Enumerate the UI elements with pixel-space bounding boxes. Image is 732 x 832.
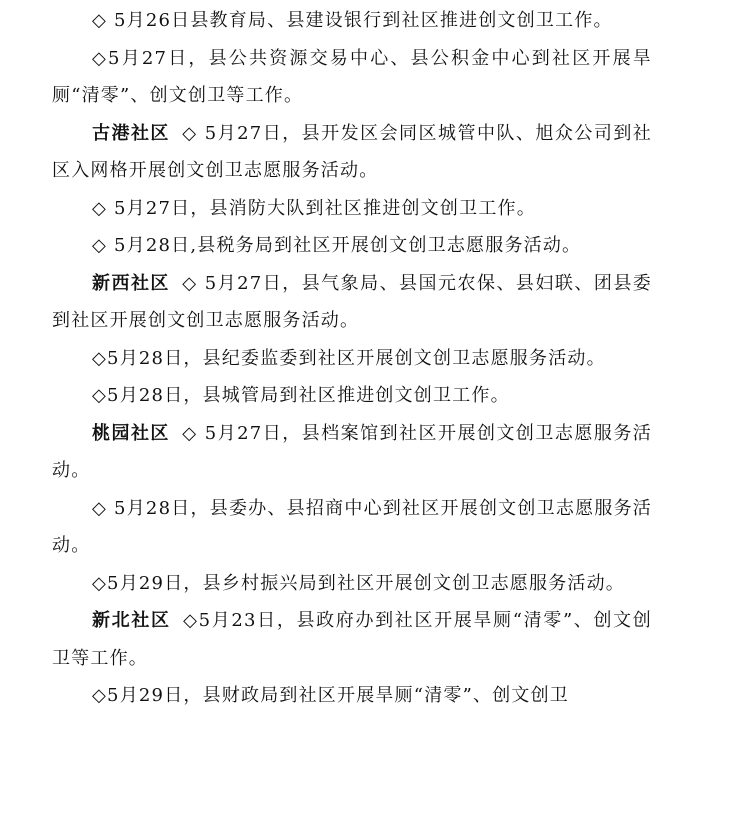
paragraph-7-text: ◇5月28日，县纪委监委到社区开展创文创卫志愿服务活动。 bbox=[92, 347, 606, 369]
paragraph-2-text: ◇5月27日，县公共资源交易中心、县公积金中心到社区开展旱厕“清零”、创文创卫等工作。 bbox=[52, 47, 652, 106]
paragraph-11 bbox=[52, 565, 652, 603]
paragraph-10-text: ◇ 5月28日，县委办、县招商中心到社区开展创文创卫志愿服务活动。 bbox=[52, 497, 652, 556]
paragraph-8-text: ◇5月28日，县城管局到社区推进创文创卫工作。 bbox=[92, 385, 510, 406]
community-name-taoyuan: 桃园社区 bbox=[92, 422, 170, 444]
paragraph-9-text: ◇ 5月27日，县档案馆到社区开展创文创卫志愿服务活动。 bbox=[52, 422, 652, 481]
paragraph-1 bbox=[52, 2, 652, 40]
paragraph-5 bbox=[52, 227, 652, 265]
paragraph-7 bbox=[52, 340, 652, 378]
paragraph-8 bbox=[52, 377, 652, 415]
paragraph-6 bbox=[52, 265, 652, 340]
paragraph-2 bbox=[52, 40, 652, 115]
paragraph-12 bbox=[52, 602, 652, 677]
paragraph-5-text: ◇ 5月28日,县税务局到社区开展创文创卫志愿服务活动。 bbox=[92, 235, 582, 256]
paragraph-12-text: ◇5月23日，县政府办到社区开展旱厕“清零”、创文创卫等工作。 bbox=[52, 610, 652, 669]
paragraph-3 bbox=[52, 115, 652, 190]
community-name-xinbei: 新北社区 bbox=[92, 610, 171, 631]
paragraph-13-text: ◇5月29日，县财政局到社区开展旱厕“清零”、创文创卫 bbox=[92, 685, 570, 706]
community-name-xinxi: 新西社区 bbox=[92, 272, 170, 294]
paragraph-4-text: ◇ 5月27日，县消防大队到社区推进创文创卫工作。 bbox=[92, 197, 536, 219]
document-body bbox=[52, 2, 652, 715]
paragraph-11-text: ◇5月29日，县乡村振兴局到社区开展创文创卫志愿服务活动。 bbox=[92, 572, 625, 594]
paragraph-10 bbox=[52, 490, 652, 565]
paragraph-6-text: ◇ 5月27日，县气象局、县国元农保、县妇联、团县委到社区开展创文创卫志愿服务活动。 bbox=[52, 272, 652, 331]
paragraph-9 bbox=[52, 415, 652, 490]
community-name-gugang: 古港社区 bbox=[92, 122, 170, 144]
paragraph-1-text: ◇ 5月26日县教育局、县建设银行到社区推进创文创卫工作。 bbox=[92, 10, 613, 31]
paragraph-13 bbox=[52, 677, 652, 715]
paragraph-4 bbox=[52, 190, 652, 228]
paragraph-3-text: ◇ 5月27日，县开发区会同区城管中队、旭众公司到社区入网格开展创文创卫志愿服务活动。 bbox=[52, 122, 652, 181]
